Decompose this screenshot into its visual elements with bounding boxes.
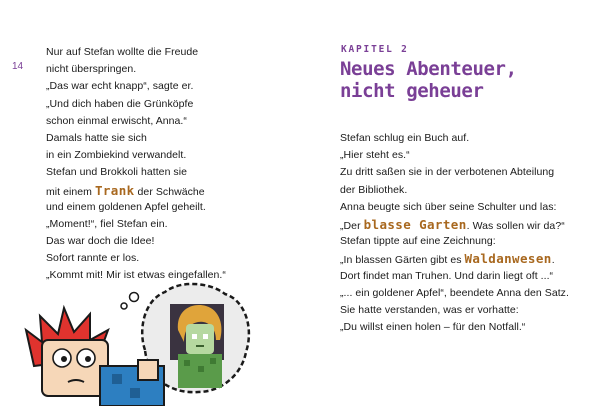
chapter-title-line: Neues Abenteuer, <box>340 58 517 80</box>
highlighted-term: blasse Garten <box>363 216 467 232</box>
text-line: Dort findet man Truhen. Und darin liegt oft ...“ <box>340 269 554 282</box>
text-line: „Das war echt knapp“, sagte er. <box>46 80 194 93</box>
text-line: Anna beugte sich über seine Schulter und las: <box>340 200 557 213</box>
text-line: „Du willst einen holen – für den Notfall.“ <box>340 321 526 334</box>
right-text-block <box>340 130 569 336</box>
text-line: „Moment!“, fiel Stefan ein. <box>46 217 168 230</box>
text-line: Das war doch die Idee! <box>46 235 155 248</box>
text-line: Stefan schlug ein Buch auf. <box>340 132 470 144</box>
highlighted-term: Waldanwesen <box>464 251 552 267</box>
zombie-girl-icon <box>170 304 224 388</box>
text-line: „Hier steht es.“ <box>340 149 410 162</box>
text-segment: „Der <box>340 219 364 232</box>
left-text-block <box>46 44 226 285</box>
right-page <box>300 0 600 406</box>
text-segment: „In blassen Gärten gibt es <box>340 254 465 267</box>
text-line: nicht überspringen. <box>46 63 137 76</box>
text-line: Nur auf Stefan wollte die Freude <box>46 46 199 58</box>
highlighted-term: Trank <box>94 182 135 198</box>
text-segment: der Schwäche <box>134 185 205 198</box>
text-segment: . <box>551 254 555 267</box>
text-line: Zu dritt saßen sie in der verbotenen Abteilung <box>340 166 555 179</box>
text-line: schon einmal erwischt, Anna.“ <box>46 114 187 127</box>
text-line: Sofort rannte er los. <box>46 252 140 265</box>
text-line: Stefan und Brokkoli hatten sie <box>46 166 188 179</box>
text-line: „Und dich haben die Grünköpfe <box>46 97 194 110</box>
chapter-label: KAPITEL 2 <box>341 44 409 55</box>
text-line <box>340 216 569 233</box>
illustration <box>20 270 260 406</box>
text-line: und einem goldenen Apfel geheilt. <box>46 200 206 213</box>
text-line: in ein Zombiekind verwandelt. <box>46 149 187 162</box>
text-line: der Bibliothek. <box>340 183 408 196</box>
text-line: Stefan tippte auf eine Zeichnung: <box>340 235 496 248</box>
text-line: „Kommt mit! Mir ist etwas eingefallen.“ <box>46 269 226 282</box>
chapter-title <box>340 58 517 102</box>
text-line: „... ein goldener Apfel“, beendete Anna den Satz. <box>340 286 569 299</box>
text-segment: mit einem <box>46 185 95 198</box>
text-segment: . Was sollen wir da?“ <box>466 219 565 232</box>
text-line: Damals hatte sie sich <box>46 131 147 144</box>
chapter-title-line: nicht geheuer <box>340 80 484 102</box>
page-number: 14 <box>12 61 24 72</box>
text-line: Sie hatte verstanden, was er vorhatte: <box>340 303 519 316</box>
text-line <box>46 182 226 199</box>
text-line <box>340 250 569 267</box>
